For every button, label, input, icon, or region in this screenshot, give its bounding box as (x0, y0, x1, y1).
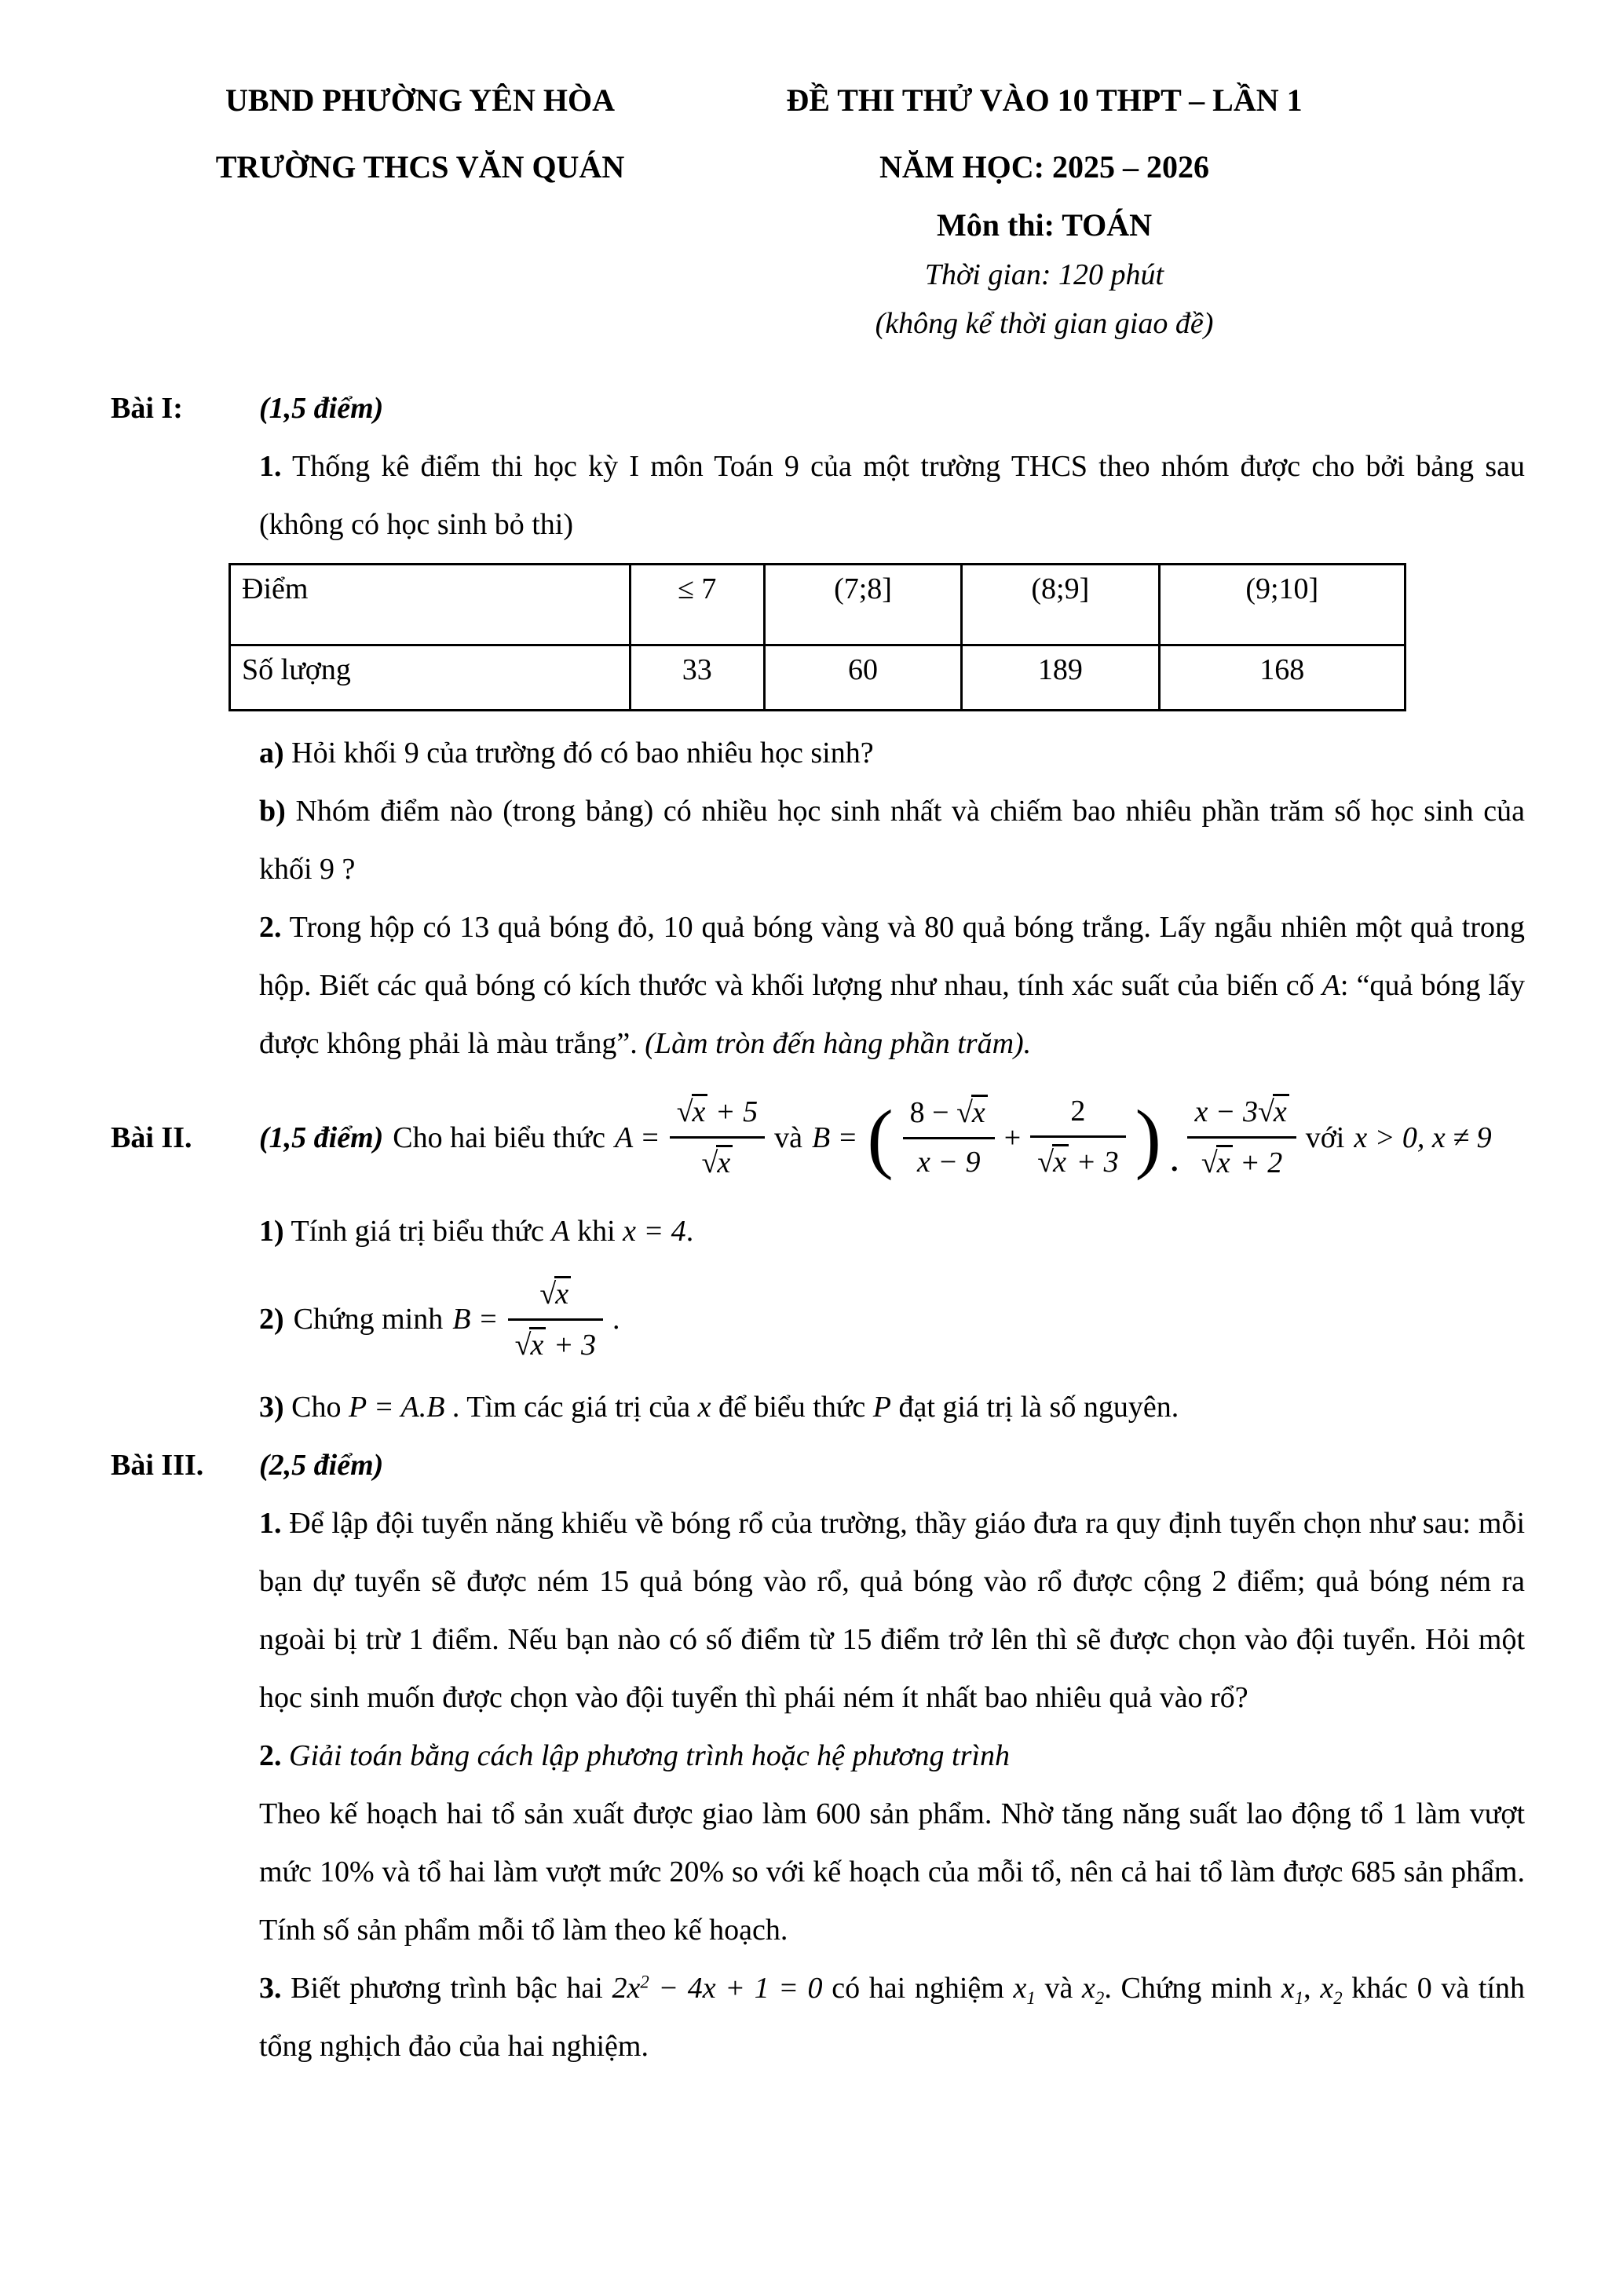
math-var-x: x (697, 1391, 711, 1424)
question-number: 1. (259, 450, 282, 483)
table-cell-168: 168 (1159, 645, 1406, 711)
radical-icon: √ (539, 1277, 557, 1311)
math-text: + 2 (1232, 1146, 1283, 1179)
math-B-equals: B = (811, 1121, 858, 1154)
question-number: 2. (259, 1739, 282, 1772)
fraction-denominator (1030, 1138, 1125, 1182)
plus-sign: + (1003, 1121, 1022, 1154)
math-A-equals: A = (615, 1121, 660, 1154)
bai-3-question-2-heading (259, 1727, 1525, 1785)
bai-1-question-2 (259, 898, 1525, 1073)
math-var-x2: x (1082, 1972, 1095, 2005)
bai-2-question-1 (259, 1202, 1525, 1260)
bai-1-heading (111, 379, 1525, 437)
fraction-denominator: x − 9 (916, 1146, 981, 1179)
question-text: . Chứng minh (1104, 1972, 1273, 2005)
question-text: đạt giá trị là số nguyên. (898, 1391, 1179, 1424)
exam-title: ĐỀ THI THỬ VÀO 10 THPT – LẦN 1 (786, 82, 1303, 118)
bai-1-question-b (259, 782, 1525, 898)
question-text: Trong hộp có 13 quả bóng đỏ, 10 quả bóng vàng và 80 quả bóng trắng. Lấy ngẫu nhiên một quả trong hộp. Biết các quả bóng có kích thước và khối lượng như nhau, tính xác suất của biến cố (259, 911, 1525, 1002)
math-var-A: A (1321, 969, 1340, 1002)
bai-3-question-1 (259, 1494, 1525, 1727)
question-text: Theo kế hoạch hai tổ sản xuất được giao làm 600 sản phẩm. Nhờ tăng năng suất lao động tổ 1 làm vượt mức 10% và tổ hai làm vượt mức 20% so với kế hoạch của mỗi tổ, nên cả hai tổ làm được 685 sản phẩm. Tính số sản phẩm mỗi tổ làm theo kế hoạch. (259, 1797, 1525, 1947)
intro-text: Cho hai biểu thức (393, 1121, 606, 1154)
question-number: 2. (259, 911, 282, 944)
radical-icon: √ (956, 1096, 973, 1130)
question-text: Hỏi khối 9 của trường đó có bao nhiêu học sinh? (291, 737, 874, 770)
math-text: + 5 (707, 1095, 758, 1129)
radical-icon: √ (514, 1328, 532, 1362)
math-var-A: A (551, 1215, 570, 1248)
document-header (0, 0, 1623, 348)
fraction-3 (1187, 1092, 1296, 1182)
math-P-equals-AB: P = A.B (349, 1391, 445, 1424)
question-text: Chứng minh (293, 1303, 444, 1336)
math-text: + 3 (546, 1328, 596, 1362)
section-bai-2 (0, 1073, 1623, 1436)
fraction-numerator (670, 1092, 765, 1139)
math-var-P: P (872, 1391, 891, 1424)
method-heading: Giải toán bằng cách lập phương trình hoặc hệ phương trình (289, 1739, 1010, 1772)
question-text: Nhóm điểm nào (trong bảng) có nhiều học sinh nhất và chiếm bao nhiêu phần trăm số học sinh của khối 9 ? (259, 795, 1525, 886)
multiply-dot: . (1170, 1144, 1179, 1178)
bai-3-question-2-body (259, 1785, 1525, 1959)
fraction-numerator (1187, 1092, 1296, 1139)
question-text: Biết phương trình bậc hai (291, 1972, 603, 2005)
table-cell-soluong: Số lượng (230, 645, 631, 711)
radical-icon: √ (1037, 1146, 1055, 1179)
table-cell-9-10: (9;10] (1159, 565, 1406, 645)
radicand: x (554, 1276, 571, 1311)
bai-1-question-1 (259, 437, 1525, 554)
bai-2-question-3 (259, 1378, 1525, 1436)
radicand: x (716, 1145, 733, 1180)
question-text: để biểu thức (718, 1391, 866, 1424)
radicand: x (692, 1094, 708, 1129)
text-voi: với (1305, 1121, 1345, 1154)
fraction-denominator (508, 1321, 603, 1365)
table-cell-diem: Điểm (230, 565, 631, 645)
question-text: Thống kê điểm thi học kỳ I môn Toán 9 của một trường THCS theo nhóm được cho bởi bảng sau (không có học sinh bỏ thi) (259, 450, 1525, 541)
question-text: khi (577, 1215, 616, 1248)
fraction-2 (1030, 1093, 1125, 1181)
rounding-note: (Làm tròn đến hàng phần trăm). (645, 1027, 1032, 1060)
question-number: a) (259, 737, 284, 770)
question-text: có hai nghiệm (832, 1972, 1004, 2005)
fraction-denominator (1187, 1139, 1296, 1183)
fraction-denominator (670, 1139, 765, 1183)
question-text: . Tìm các giá trị của (444, 1391, 691, 1424)
radical-icon: √ (1201, 1146, 1218, 1179)
bai-2-question-2 (259, 1260, 1525, 1378)
subscript: 2 (1333, 1987, 1343, 2008)
bai-1-points: (1,5 điểm) (259, 392, 384, 425)
math-text: 8 − (909, 1096, 957, 1130)
bai-1-question-a (259, 724, 1525, 782)
question-text: và (1044, 1972, 1073, 2005)
text-va: và (774, 1121, 802, 1154)
question-text: khác 0 và tính tổng nghịch đảo của hai nghiệm. (259, 1972, 1526, 2063)
exam-title-block (730, 67, 1358, 348)
question-number: 1. (259, 1507, 282, 1540)
table-cell-7-8: (7;8] (764, 565, 961, 645)
bai-2-points: (1,5 điểm) (259, 1121, 384, 1154)
bai-3-question-3 (259, 1959, 1525, 2075)
fraction-numerator: 2 (1030, 1093, 1125, 1138)
bai-3-heading (111, 1436, 1525, 1494)
math-var-x2: x (1320, 1972, 1334, 2005)
math-equation: − 4x + 1 = 0 (649, 1972, 823, 2005)
subscript: 1 (1294, 1987, 1304, 2008)
math-x-equals-4: x = 4 (623, 1215, 686, 1248)
table-cell-33: 33 (630, 645, 764, 711)
period: . (612, 1303, 620, 1336)
question-number: b) (259, 795, 286, 828)
math-B-equals: B = (452, 1303, 499, 1336)
question-number: 3. (259, 1972, 282, 2005)
math-var-x1: x (1281, 1972, 1295, 2005)
period: . (685, 1215, 694, 1248)
question-number: 3) (259, 1391, 284, 1424)
duration-line: Thời gian: 120 phút (924, 258, 1164, 291)
table-cell-189: 189 (962, 645, 1159, 711)
issuing-org-block (110, 67, 730, 348)
score-distribution-table (228, 563, 1406, 711)
question-number: 1) (259, 1215, 284, 1248)
bai-2-heading-formula: Bài II. (1,5 điểm) Cho hai biểu thức A = $\frac{√x + 5}{√x}$ và B = ( $\frac{8 - √x}{x - 9}$ + $\frac{2}{√x + 3}$ ) . $\frac{x - 3√x}{√x + 2}$ với x > 0, x ≠ 9 (259, 1073, 1525, 1202)
section-bai-1 (0, 379, 1623, 1073)
radicand: x (971, 1095, 988, 1130)
radicand: x (1052, 1144, 1069, 1179)
radicand: x (1216, 1145, 1233, 1180)
radicand: x (529, 1327, 546, 1362)
bai-3-label: Bài III. (111, 1449, 204, 1482)
org-name-line2: TRƯỜNG THCS VĂN QUÁN (215, 149, 625, 185)
math-text: + 3 (1068, 1146, 1119, 1179)
table-value-row (230, 645, 1406, 711)
subscript: 1 (1026, 1987, 1036, 2008)
question-number: 2) (259, 1303, 284, 1336)
table-cell-60: 60 (764, 645, 961, 711)
section-bai-3 (0, 1436, 1623, 2075)
bai-1-label: Bài I: (111, 392, 183, 425)
math-text: x − 3 (1194, 1095, 1258, 1129)
math-condition: x > 0, x ≠ 9 (1354, 1121, 1492, 1154)
bai-3-points: (2,5 điểm) (259, 1449, 384, 1482)
org-name-line1: UBND PHƯỜNG YÊN HÒA (225, 82, 615, 118)
table-header-row (230, 565, 1406, 645)
table-cell-8-9: (8;9] (962, 565, 1159, 645)
fraction-1 (903, 1093, 995, 1181)
radical-icon: √ (676, 1095, 693, 1129)
math-equation: 2x (612, 1972, 641, 2005)
radical-icon: √ (1257, 1095, 1274, 1129)
fraction-numerator (903, 1093, 995, 1139)
fraction-numerator (508, 1274, 603, 1321)
table-cell-le7: ≤ 7 (630, 565, 764, 645)
question-text: Để lập đội tuyển năng khiếu về bóng rổ của trường, thầy giáo đưa ra quy định tuyển chọn như sau: mỗi bạn dự tuyển sẽ được ném 15 quả bóng vào rổ, quả bóng vào rổ được cộng 2 điểm; quả bóng ném ra ngoài bị trừ 1 điểm. Nếu bạn nào có số điểm từ 15 điểm trở lên thì sẽ được chọn vào đội tuyển. Hỏi một học sinh muốn được chọn vào đội tuyển thì phái ném ít nhất bao nhiêu quả vào rổ? (259, 1507, 1526, 1714)
school-year: NĂM HỌC: 2025 – 2026 (879, 149, 1209, 185)
radicand: x (1273, 1094, 1289, 1129)
exponent: 2 (640, 1972, 649, 1992)
bai-2-label: Bài II. (111, 1121, 192, 1154)
duration-note: (không kể thời gian giao đề) (875, 307, 1214, 340)
fraction-B (508, 1274, 603, 1364)
question-text: Tính giá trị biểu thức (291, 1215, 544, 1248)
radical-icon: √ (701, 1146, 718, 1179)
subscript: 2 (1095, 1987, 1105, 2008)
question-text: : “quả bóng lấy được không phải là màu trắng”. (259, 969, 1525, 1060)
subject-line: Môn thi: TOÁN (936, 207, 1153, 243)
question-text: Cho (291, 1391, 342, 1424)
fraction-A (670, 1092, 765, 1182)
comma: , (1303, 1972, 1311, 2005)
math-var-x1: x (1013, 1972, 1027, 2005)
